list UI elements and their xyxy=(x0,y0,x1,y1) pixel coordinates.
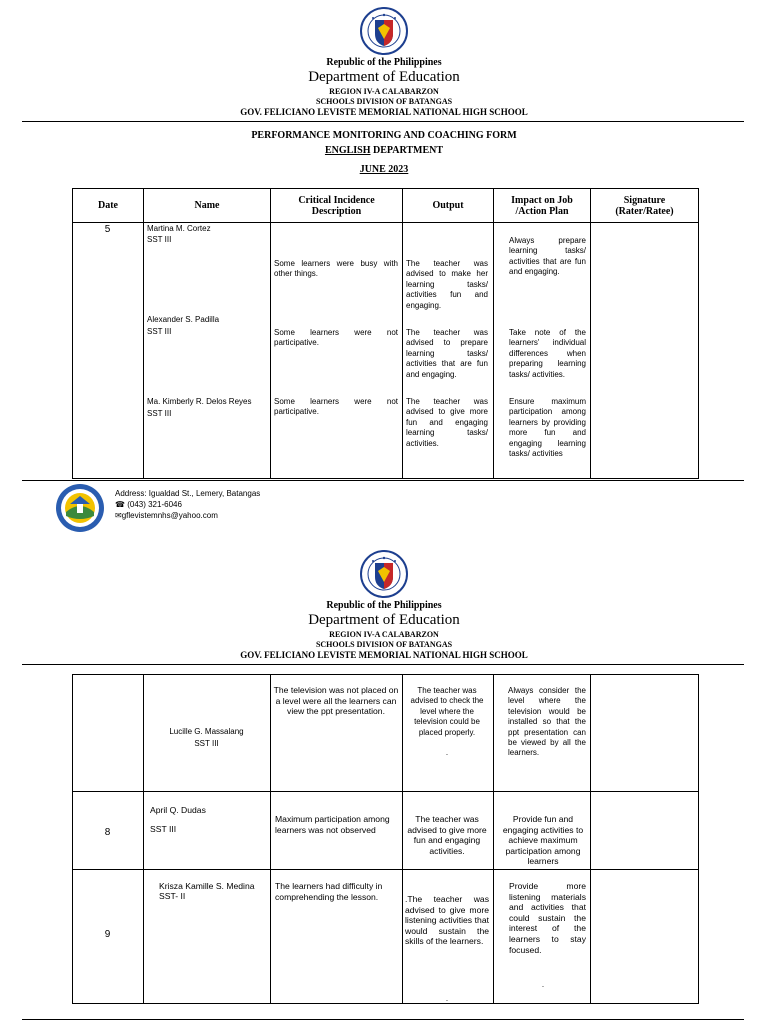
teacher-position: SST III xyxy=(194,739,219,748)
date-value: 5 xyxy=(104,224,111,235)
republic-heading: Republic of the Philippines xyxy=(326,57,442,68)
signature-cell xyxy=(591,675,699,792)
email-line xyxy=(115,511,315,521)
department-heading: Department of Education xyxy=(308,69,460,85)
output-text: The teacher was advised to prepare learning tasks/ activities that are fun and engaging. xyxy=(406,328,488,379)
deped-seal-logo xyxy=(355,549,413,599)
coaching-table-page2 xyxy=(72,674,699,1004)
action-plan-text: Provide fun and engaging activities to achieve maximum participation among learners xyxy=(502,814,584,867)
date-value: 8 xyxy=(104,827,111,838)
republic-heading: Republic of the Philippines xyxy=(326,600,442,611)
department-suffix: DEPARTMENT xyxy=(370,145,444,156)
output-text: The teacher was advised to give more fun and engaging activities. xyxy=(407,814,487,856)
action-plan-text: Always consider the level where the television would be installed so that the ppt presentation can be viewed by all the learners. xyxy=(508,686,586,758)
teacher-name: Ma. Kimberly R. Delos Reyes xyxy=(147,397,252,406)
header-name: Name xyxy=(144,189,271,223)
incident-description: Some learners were not participative. xyxy=(274,397,398,417)
teacher-position: SST- II xyxy=(159,891,186,901)
incident-description: Maximum participation among learners was not observed xyxy=(275,814,390,835)
school-address: Address: Igualdad St., Lemery, Batangas xyxy=(115,489,261,498)
header-output: Output xyxy=(403,189,494,223)
header-divider xyxy=(22,121,744,122)
incident-description: The television was not placed on a level were all the learners can view the ppt presentation. xyxy=(273,685,399,717)
header-divider xyxy=(22,664,744,665)
header-signature: Signature (Rater/Ratee) xyxy=(591,189,699,223)
division-heading: SCHOOLS DIVISION OF BATANGAS xyxy=(315,97,453,106)
action-plan-text: Provide more listening materials and activities that could sustain the interest of the learners to stay focused. xyxy=(509,881,586,955)
teacher-name: Alexander S. Padilla xyxy=(147,315,220,324)
action-plan-text: Ensure maximum participation among learners by providing more fun and engaging learning tasks/ activities xyxy=(509,397,586,459)
output-text: The teacher was advised to make her learning tasks/ activities fun and engaging. xyxy=(406,259,488,310)
header-impact: Impact on Job /Action Plan xyxy=(494,189,591,223)
region-heading: REGION IV-A CALABARZON xyxy=(329,630,439,639)
signature-cell xyxy=(591,792,699,870)
header-description: Critical Incidence Description xyxy=(271,189,403,223)
output-text: .The teacher was advised to give more listening activities that would sustain the skills of the learners. xyxy=(405,894,489,947)
output-extra-mark: . xyxy=(445,748,449,757)
teacher-position: SST III xyxy=(147,327,172,336)
teacher-name: Lucille G. Massalang xyxy=(169,727,244,736)
footer-divider xyxy=(22,480,744,481)
school-phone: (043) 321-6046 xyxy=(127,500,182,509)
date-cell xyxy=(73,675,144,792)
deped-seal-logo xyxy=(355,6,413,56)
header-date: Date xyxy=(73,189,144,223)
phone-icon: ☎ xyxy=(115,500,125,509)
department-name: ENGLISH xyxy=(324,145,371,156)
division-heading: SCHOOLS DIVISION OF BATANGAS xyxy=(315,640,453,649)
teacher-position: SST III xyxy=(147,235,172,244)
teacher-name: April Q. Dudas xyxy=(150,805,206,815)
phone-line xyxy=(115,500,315,510)
teacher-position: SST III xyxy=(147,409,172,418)
incident-description: The learners had difficulty in comprehending the lesson. xyxy=(275,881,383,902)
envelope-icon: ✉ xyxy=(115,511,122,520)
teacher-name: Martina M. Cortez xyxy=(147,224,211,233)
department-line xyxy=(0,145,768,156)
school-seal-logo xyxy=(54,482,106,534)
incident-description: Some learners were busy with other things. xyxy=(274,259,398,279)
school-heading: GOV. FELICIANO LEVISTE MEMORIAL NATIONAL HIGH SCHOOL xyxy=(240,107,528,117)
teacher-name: Krisza Kamille S. Medina xyxy=(159,881,255,891)
teacher-position: SST III xyxy=(150,824,177,834)
signature-cell xyxy=(591,223,699,479)
output-text: The teacher was advised to give more fun and engaging learning tasks/ activities. xyxy=(406,397,488,448)
department-heading: Department of Education xyxy=(308,612,460,628)
name-cell xyxy=(144,223,271,479)
date-cell xyxy=(73,223,144,479)
signature-cell xyxy=(591,870,699,1004)
output-extra-mark: . xyxy=(445,994,449,1003)
form-period: JUNE 2023 xyxy=(359,164,409,175)
date-value: 9 xyxy=(104,929,111,940)
school-heading: GOV. FELICIANO LEVISTE MEMORIAL NATIONAL HIGH SCHOOL xyxy=(240,650,528,660)
output-text: The teacher was advised to check the level where the television could be placed properly. xyxy=(410,686,484,737)
action-plan-text: Take note of the learners' individual differences when preparing learning tasks/ activities. xyxy=(509,328,586,379)
region-heading: REGION IV-A CALABARZON xyxy=(329,87,439,96)
action-plan-text: Always prepare learning tasks/ activities that are fun and engaging. xyxy=(509,236,586,277)
action-plan-extra-mark: . xyxy=(541,980,545,989)
bottom-divider xyxy=(22,1019,744,1020)
form-title: PERFORMANCE MONITORING AND COACHING FORM xyxy=(251,130,517,141)
school-email: gflevistemnhs@yahoo.com xyxy=(121,511,218,520)
incident-description: Some learners were not participative. xyxy=(274,328,398,348)
